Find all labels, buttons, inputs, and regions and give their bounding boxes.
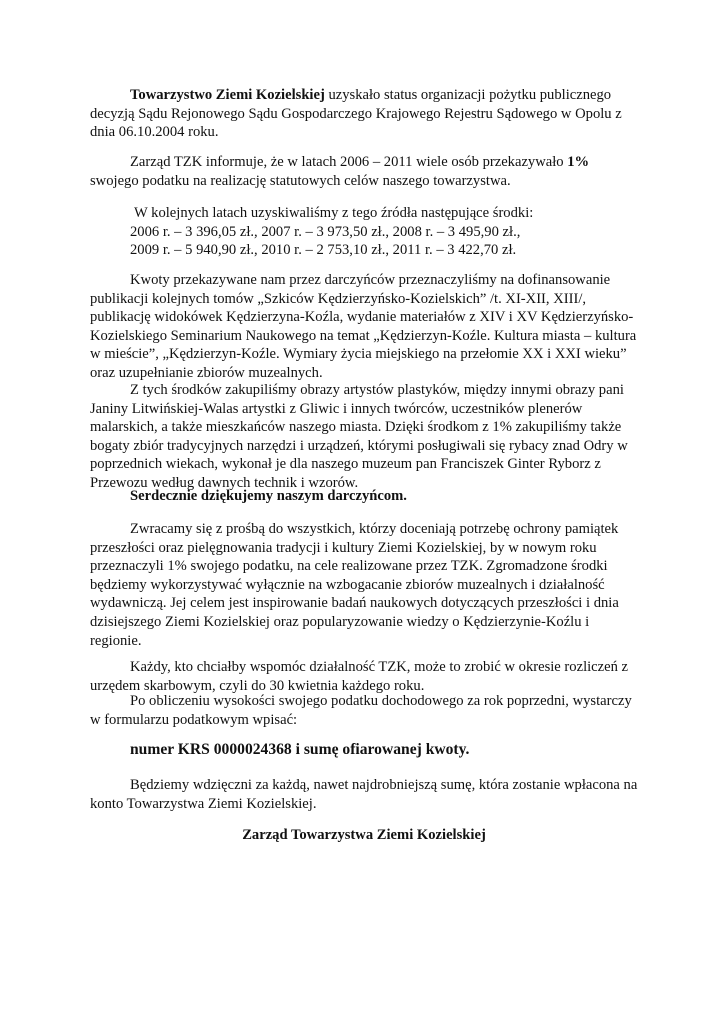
yearly-amounts-intro: W kolejnych latach uzyskiwaliśmy z tego źródła następujące środki: [134,205,534,221]
appeal-text: Zwracamy się z prośbą do wszystkich, którzy doceniają potrzebę ochrony pamiątek przeszłości oraz pielęgnowania tradycji i kultury Ziemi Kozielskiej, by w nowym roku przeznaczyli 1% swojego podatku, na cele realizowane przez TZK. Zgromadzone środki będziemy wykorzystywać wyłącznie na wzbogacanie zbiorów muzealnych i działalność wydawniczą. Jej celem jest inspirowanie badań naukowych dotyczących przeszłości i dnia dzisiejszego Ziemi Kozielskiej oraz popularyzowanie wiedzy o Kędzierzynie-Koźlu i regionie. [90,521,619,649]
how-to-help-text: Każdy, kto chciałby wspomóc działalność TZK, może to zrobić w okresie rozliczeń z urzędem skarbowym, czyli do 30 kwietnia każdego roku. [90,659,629,694]
paragraph-appeal [90,520,638,650]
paragraph-tax-form [90,692,638,729]
yearly-amounts-line-2: 2009 r. – 5 940,90 zł., 2010 r. – 2 753,10 zł., 2011 r. – 3 422,70 zł. [130,242,517,259]
one-percent-text: Zarząd TZK informuje, że w latach 2006 – 2011 wiele osób przekazywało [130,154,568,170]
signature: Zarząd Towarzystwa Ziemi Kozielskiej [242,827,486,843]
thanks-heading: Serdecznie dziękujemy naszym darczyńcom. [130,488,407,504]
paragraph-gratitude [90,776,638,813]
krs-number: numer KRS 0000024368 i sumę ofiarowanej kwoty. [130,741,470,758]
paragraph-purchases [90,381,638,493]
paragraph-yearly-amounts [90,204,638,260]
paragraph-status [90,86,638,142]
one-percent-highlight: 1% [567,154,590,170]
tax-form-text: Po obliczeniu wysokości swojego podatku dochodowego za rok poprzedni, wystarczy w formularzu podatkowym wpisać: [90,693,632,728]
yearly-amounts-line-1: 2006 r. – 3 396,05 zł., 2007 r. – 3 973,50 zł., 2008 r. – 3 495,90 zł., [130,223,521,240]
one-percent-text-after: swojego podatku na realizację statutowych celów naszego towarzystwa. [90,172,511,189]
paragraph-how-to-help [90,658,638,695]
publications-text: Kwoty przekazywane nam przez darczyńców przeznaczyliśmy na dofinansowanie publikacji kolejnych tomów „Szkiców Kędzierzyńsko-Kozielskich” /t. XI-XII, XIII/, publikację widokówek Kędzierzyna-Koźla, wydanie materiałów z XIV i XV Kędzierzyńsko-Kozielskiego Seminarium Naukowego na temat „Kędzierzyn-Koźle. Kultura miasta – kultura w mieście”, „Kędzierzyn-Koźle. Wymiary życia miejskiego na przełomie XX i XXI wieku” oraz uzupełnianie zbiorów muzealnych. [90,272,637,381]
paragraph-publications [90,271,638,383]
status-text: uzyskało status organizacji pożytku publicznego decyzją Sądu Rejonowego Sądu Gospodarczego Krajowego Rejestru Sądowego w Opolu z dnia 06.10.2004 roku. [90,87,622,141]
org-name: Towarzystwo Ziemi Kozielskiej [130,87,325,103]
gratitude-text: Będziemy wdzięczni za każdą, nawet najdrobniejszą sumę, która zostanie wpłacona na konto Towarzystwa Ziemi Kozielskiej. [90,777,638,812]
paragraph-one-percent [90,153,638,190]
purchases-text: Z tych środków zakupiliśmy obrazy artystów plastyków, między innymi obrazy pani Janiny Litwińskiej-Walas artystki z Gliwic i innych twórców, uczestników plenerów malarskich, a także mieszkańców naszego miasta. Dzięki środkom z 1% zakupiliśmy także bogaty zbiór tradycyjnych narzędzi i urządzeń, którymi posługiwali się rybacy znad Odry w poprzednich wiekach, wykonał je dla naszego muzeum pan Franciszek Ginter Ryborz z Przewozu według dawnych technik i wzorów. [90,382,628,491]
